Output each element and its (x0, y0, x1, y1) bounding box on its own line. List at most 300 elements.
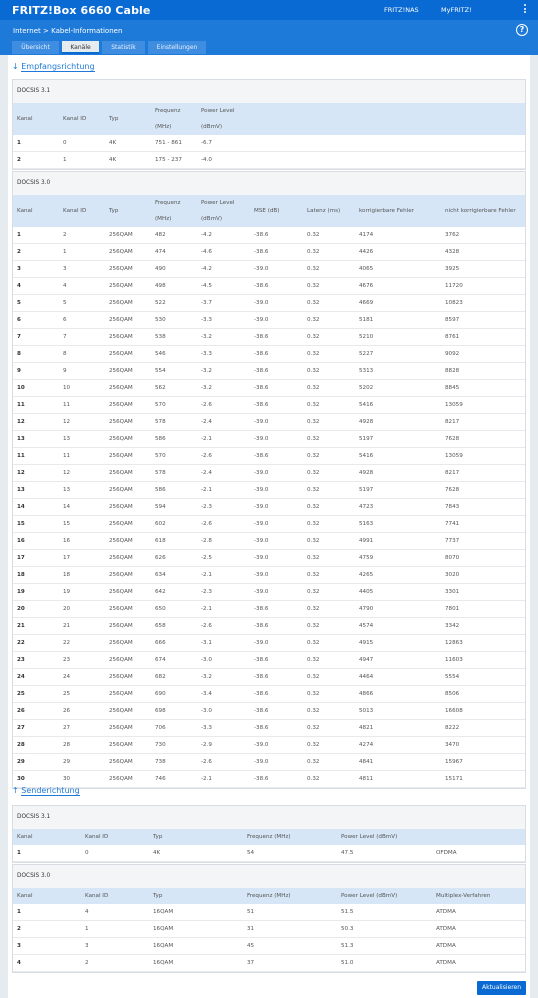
breadcrumb (13, 27, 122, 35)
table-cell: 11 (17, 402, 25, 408)
table-cell: 0.32 (307, 232, 320, 238)
table-row (13, 845, 525, 862)
table-cell: -3.2 (201, 368, 212, 374)
table-cell: 2 (63, 232, 67, 238)
table-body (13, 135, 525, 169)
table-cell: -38.6 (254, 385, 269, 391)
table-row (13, 669, 525, 686)
table-cell: 8 (63, 351, 67, 357)
table-cell: 1 (17, 909, 21, 915)
table-row (13, 227, 525, 244)
table-cell: 0.32 (307, 300, 320, 306)
table-cell: -39.0 (254, 640, 269, 646)
table-cell: 14 (17, 504, 25, 510)
table-cell: 7801 (445, 606, 460, 612)
table-cell: 8217 (445, 419, 460, 425)
table-cell: 4841 (359, 759, 374, 765)
table-cell: 175 - 237 (155, 157, 182, 163)
table-cell: 482 (155, 232, 166, 238)
table-row (13, 152, 525, 169)
table-cell: 256QAM (109, 368, 133, 374)
table-cell: -39.0 (254, 317, 269, 323)
table-cell: 21 (63, 623, 71, 629)
table-cell: 24 (63, 674, 71, 680)
table-cell: 8828 (445, 368, 460, 374)
table-row (13, 737, 525, 754)
table-cell: 0.32 (307, 776, 320, 782)
table-cell: 594 (155, 504, 166, 510)
more-menu-icon[interactable] (523, 4, 527, 16)
table-cell: 256QAM (109, 436, 133, 442)
table-cell: 5416 (359, 453, 374, 459)
table-cell: 4K (109, 157, 117, 163)
table-cell: -39.0 (254, 521, 269, 527)
table-heading: DOCSIS 3.1 (13, 80, 525, 103)
table-cell: 256QAM (109, 283, 133, 289)
table-cell: 0.32 (307, 317, 320, 323)
table-cell: 706 (155, 725, 166, 731)
tab-channels[interactable]: Kanäle (62, 41, 99, 54)
table-cell: 586 (155, 487, 166, 493)
breadcrumb-separator: > (43, 27, 49, 35)
table-cell: 570 (155, 402, 166, 408)
table-cell: 2 (17, 249, 21, 255)
table-cell: 28 (63, 742, 71, 748)
table-cell: 13 (17, 487, 25, 493)
table-cell: 13 (63, 436, 71, 442)
table-cell: 6 (63, 317, 67, 323)
table-cell: 256QAM (109, 419, 133, 425)
table-cell: 256QAM (109, 657, 133, 663)
breadcrumb-current: Kabel-Informationen (51, 27, 123, 35)
table-cell: -3.3 (201, 351, 212, 357)
table-cell: 256QAM (109, 470, 133, 476)
table-cell: 15 (17, 521, 25, 527)
table-cell: 498 (155, 283, 166, 289)
table-cell: 256QAM (109, 385, 133, 391)
table-row (13, 635, 525, 652)
table-row (13, 567, 525, 584)
table-cell: 13 (17, 436, 25, 442)
table-cell: 256QAM (109, 640, 133, 646)
table-cell: 10823 (445, 300, 463, 306)
table-cell: 4669 (359, 300, 374, 306)
table-cell: 674 (155, 657, 166, 663)
table-cell: 0 (63, 140, 67, 146)
table-cell: 18 (63, 572, 71, 578)
table-cell: -2.8 (201, 538, 212, 544)
table-cell: 1 (63, 157, 67, 163)
table-cell: 0 (85, 850, 89, 856)
table-cell: 0.32 (307, 266, 320, 272)
table-cell: 4 (85, 909, 89, 915)
table-cell: 0.32 (307, 538, 320, 544)
table-cell: 0.32 (307, 470, 320, 476)
table-row (13, 380, 525, 397)
table-cell: 522 (155, 300, 166, 306)
table-cell: 20 (17, 606, 25, 612)
table-row (13, 295, 525, 312)
table-cell: 0.32 (307, 657, 320, 663)
table-cell: 5 (17, 300, 21, 306)
table-cell: 538 (155, 334, 166, 340)
table-cell: -3.2 (201, 385, 212, 391)
main-content (8, 55, 530, 998)
table-cell: 4265 (359, 572, 374, 578)
tab-overview[interactable]: Übersicht (12, 41, 59, 54)
table-cell: 9092 (445, 351, 460, 357)
table-cell: 4947 (359, 657, 374, 663)
table-cell: 0.32 (307, 504, 320, 510)
table-row (13, 465, 525, 482)
table-cell: -2.1 (201, 606, 212, 612)
table-cell: 51 (247, 909, 255, 915)
table-cell: 5554 (445, 674, 460, 680)
top-bar (0, 0, 538, 20)
table-cell: -2.6 (201, 759, 212, 765)
table-cell: 0.32 (307, 436, 320, 442)
table-cell: -3.3 (201, 725, 212, 731)
table-cell: 3 (17, 943, 21, 949)
table-heading: DOCSIS 3.1 (13, 806, 525, 829)
table-cell: 8 (17, 351, 21, 357)
table-row (13, 363, 525, 380)
table-cell: 256QAM (109, 300, 133, 306)
breadcrumb-parent[interactable]: Internet (13, 27, 41, 35)
table-cell: 626 (155, 555, 166, 561)
table-cell: 45 (247, 943, 255, 949)
table-cell: 17 (63, 555, 71, 561)
table-row (13, 278, 525, 295)
table-cell: -4.5 (201, 283, 212, 289)
table-cell: 16QAM (153, 926, 174, 932)
table-cell: 256QAM (109, 572, 133, 578)
table-cell: 256QAM (109, 674, 133, 680)
table-cell: 7628 (445, 436, 460, 442)
table-body (13, 845, 525, 862)
table-cell: 4928 (359, 419, 374, 425)
table-cell: 37 (247, 960, 255, 966)
table-cell: 5210 (359, 334, 374, 340)
table-cell: 26 (17, 708, 25, 714)
help-icon[interactable]: ? (516, 24, 528, 36)
table-cell: 602 (155, 521, 166, 527)
table-cell: -39.0 (254, 589, 269, 595)
table-cell: -38.6 (254, 402, 269, 408)
table-cell: 4K (153, 850, 161, 856)
table-row (13, 414, 525, 431)
table-cell: 256QAM (109, 402, 133, 408)
table-cell: 30 (17, 776, 25, 782)
table-cell: ATDMA (436, 909, 456, 915)
table-cell: 0.32 (307, 555, 320, 561)
table-cell: 642 (155, 589, 166, 595)
refresh-button[interactable]: Aktualisieren (477, 981, 526, 995)
table-cell: -39.0 (254, 470, 269, 476)
table-cell: 22 (63, 640, 71, 646)
tab-statistics[interactable]: Statistik (102, 41, 145, 54)
table-cell: -38.6 (254, 453, 269, 459)
table-cell: 4 (63, 283, 67, 289)
table-cell: -3.4 (201, 691, 212, 697)
table-cell: 5416 (359, 402, 374, 408)
table-cell: -4.2 (201, 266, 212, 272)
table-cell: -38.6 (254, 283, 269, 289)
table-cell: 4821 (359, 725, 374, 731)
table-cell: 7 (17, 334, 21, 340)
table-cell: 14 (63, 504, 71, 510)
table-cell: 0.32 (307, 487, 320, 493)
table-cell: 27 (63, 725, 71, 731)
table-cell: 0.32 (307, 283, 320, 289)
table-cell: 4991 (359, 538, 374, 544)
table-cell: -2.5 (201, 555, 212, 561)
table-cell: 256QAM (109, 725, 133, 731)
table-cell: 7741 (445, 521, 460, 527)
myfritz-link[interactable]: MyFRITZ! (441, 6, 472, 14)
table-cell: 11 (17, 453, 25, 459)
table-row (13, 771, 525, 788)
table-cell: 5163 (359, 521, 374, 527)
table-row (13, 533, 525, 550)
table-cell: 0.32 (307, 351, 320, 357)
table-cell: 4464 (359, 674, 374, 680)
table-cell: 9 (63, 368, 67, 374)
table-cell: -38.6 (254, 708, 269, 714)
table-cell: 19 (17, 589, 25, 595)
table-cell: 682 (155, 674, 166, 680)
table-cell: -39.0 (254, 504, 269, 510)
table-cell: -2.3 (201, 504, 212, 510)
table-cell: 256QAM (109, 623, 133, 629)
table-cell: 13059 (445, 402, 463, 408)
table-row (13, 703, 525, 720)
table-cell: -39.0 (254, 572, 269, 578)
table-heading: DOCSIS 3.0 (13, 865, 525, 888)
table-cell: 22 (17, 640, 25, 646)
table-row (13, 244, 525, 261)
table-cell: 16QAM (153, 943, 174, 949)
table-row (13, 686, 525, 703)
table-cell: -38.6 (254, 368, 269, 374)
table-cell: 4274 (359, 742, 374, 748)
table-cell: 5 (63, 300, 67, 306)
table-cell: 0.32 (307, 742, 320, 748)
table-cell: 4405 (359, 589, 374, 595)
table-cell: 5181 (359, 317, 374, 323)
table-cell: 29 (63, 759, 71, 765)
table-cell: 5197 (359, 436, 374, 442)
table-cell: 5197 (359, 487, 374, 493)
table-cell: 4 (17, 960, 21, 966)
arrow-up-icon: ↑ (12, 786, 19, 795)
table-cell: 730 (155, 742, 166, 748)
table-row (13, 601, 525, 618)
table-cell: 30 (63, 776, 71, 782)
table-row (13, 261, 525, 278)
table-cell: 546 (155, 351, 166, 357)
table-cell: 256QAM (109, 521, 133, 527)
table-cell: -2.3 (201, 589, 212, 595)
table-header-row: Kanal Kanal ID Typ Frequenz (MHz) Power Level (dBmV) (13, 829, 525, 845)
table-cell: 256QAM (109, 317, 133, 323)
table-cell: -38.6 (254, 249, 269, 255)
table-cell: 20 (63, 606, 71, 612)
table-cell: 3 (85, 943, 89, 949)
table-cell: -2.4 (201, 419, 212, 425)
table-row (13, 135, 525, 152)
table-cell: 8845 (445, 385, 460, 391)
table-cell: 3762 (445, 232, 460, 238)
table-row (13, 618, 525, 635)
table-cell: -2.6 (201, 453, 212, 459)
table-cell: 31 (247, 926, 255, 932)
table-cell: 4574 (359, 623, 374, 629)
table-cell: 3342 (445, 623, 460, 629)
table-cell: 1 (63, 249, 67, 255)
table-cell: 698 (155, 708, 166, 714)
table-cell: 13059 (445, 453, 463, 459)
table-cell: -2.1 (201, 436, 212, 442)
table-cell: 18 (17, 572, 25, 578)
table-cell: 8761 (445, 334, 460, 340)
table-cell: -2.6 (201, 623, 212, 629)
table-body (13, 227, 525, 788)
table-cell: -38.6 (254, 725, 269, 731)
table-cell: -39.0 (254, 555, 269, 561)
table-cell: -4.0 (201, 157, 212, 163)
table-cell: 751 - 861 (155, 140, 182, 146)
table-cell: 570 (155, 453, 166, 459)
arrow-down-icon: ↓ (12, 62, 19, 71)
table-cell: 26 (63, 708, 71, 714)
table-cell: -4.2 (201, 232, 212, 238)
table-row (13, 904, 525, 921)
table-cell: 23 (17, 657, 25, 663)
table-cell: -39.0 (254, 759, 269, 765)
table-cell: 0.32 (307, 623, 320, 629)
table-cell: 256QAM (109, 249, 133, 255)
table-cell: -38.6 (254, 232, 269, 238)
table-row (13, 955, 525, 972)
table-cell: 8217 (445, 470, 460, 476)
table-cell: 0.32 (307, 453, 320, 459)
table-cell: 256QAM (109, 606, 133, 612)
table-cell: 0.32 (307, 606, 320, 612)
table-cell: 16QAM (153, 909, 174, 915)
table-cell: 578 (155, 419, 166, 425)
table-cell: 2 (85, 960, 89, 966)
table-cell: 4174 (359, 232, 374, 238)
table-cell: 0.32 (307, 572, 320, 578)
table-cell: 256QAM (109, 691, 133, 697)
table-cell: 8597 (445, 317, 460, 323)
table-cell: 490 (155, 266, 166, 272)
table-cell: 618 (155, 538, 166, 544)
table-cell: 16608 (445, 708, 463, 714)
table-cell: 3301 (445, 589, 460, 595)
tab-settings[interactable]: Einstellungen (148, 41, 206, 54)
table-cell: 738 (155, 759, 166, 765)
table-cell: 4790 (359, 606, 374, 612)
table-cell: -2.1 (201, 487, 212, 493)
table-cell: 4426 (359, 249, 374, 255)
table-cell: 19 (63, 589, 71, 595)
table-cell: 6 (17, 317, 21, 323)
table-cell: 21 (17, 623, 25, 629)
table-cell: 0.32 (307, 419, 320, 425)
table-cell: 658 (155, 623, 166, 629)
table-cell: 28 (17, 742, 25, 748)
table-cell: 29 (17, 759, 25, 765)
table-row (13, 329, 525, 346)
table-row (13, 516, 525, 533)
table-cell: 8506 (445, 691, 460, 697)
table-cell: -39.0 (254, 487, 269, 493)
downstream-title: ↓ Empfangsrichtung (12, 62, 95, 71)
table-cell: 0.32 (307, 759, 320, 765)
table-cell: 554 (155, 368, 166, 374)
table-row (13, 499, 525, 516)
table-cell: 0.32 (307, 521, 320, 527)
table-row (13, 346, 525, 363)
brand-title: FRITZ!Box 6660 Cable (12, 3, 151, 17)
table-cell: 1 (17, 140, 21, 146)
table-cell: -6.7 (201, 140, 212, 146)
table-cell: -39.0 (254, 300, 269, 306)
table-cell: 1 (85, 926, 89, 932)
table-cell: 578 (155, 470, 166, 476)
table-cell: 0.32 (307, 368, 320, 374)
table-cell: 0.32 (307, 334, 320, 340)
table-cell: 5202 (359, 385, 374, 391)
table-cell: 530 (155, 317, 166, 323)
table-cell: 11 (63, 402, 71, 408)
table-cell: -2.6 (201, 521, 212, 527)
table-cell: -38.6 (254, 351, 269, 357)
table-cell: -38.6 (254, 691, 269, 697)
table-cell: -39.0 (254, 419, 269, 425)
table-cell: 4328 (445, 249, 460, 255)
table-cell: 256QAM (109, 351, 133, 357)
table-cell: 586 (155, 436, 166, 442)
table-cell: -39.0 (254, 742, 269, 748)
table-cell: 0.32 (307, 385, 320, 391)
table-cell: 0.32 (307, 402, 320, 408)
table-cell: 562 (155, 385, 166, 391)
table-cell: 0.32 (307, 589, 320, 595)
table-cell: 0.32 (307, 708, 320, 714)
table-cell: 11 (63, 453, 71, 459)
table-cell: 4866 (359, 691, 374, 697)
table-cell: -2.1 (201, 776, 212, 782)
table-cell: 4065 (359, 266, 374, 272)
table-cell: 51.3 (341, 943, 354, 949)
table-cell: 746 (155, 776, 166, 782)
table-cell: 5013 (359, 708, 374, 714)
table-cell: 0.32 (307, 725, 320, 731)
fritznas-link[interactable]: FRITZ!NAS (384, 6, 419, 14)
table-cell: 256QAM (109, 555, 133, 561)
table-cell: 3925 (445, 266, 460, 272)
table-cell: -4.6 (201, 249, 212, 255)
table-cell: 256QAM (109, 504, 133, 510)
upstream-docsis31-table (12, 805, 526, 863)
table-cell: 47.5 (341, 850, 354, 856)
table-cell: 0.32 (307, 249, 320, 255)
table-cell: 7 (63, 334, 67, 340)
table-cell: -39.0 (254, 538, 269, 544)
